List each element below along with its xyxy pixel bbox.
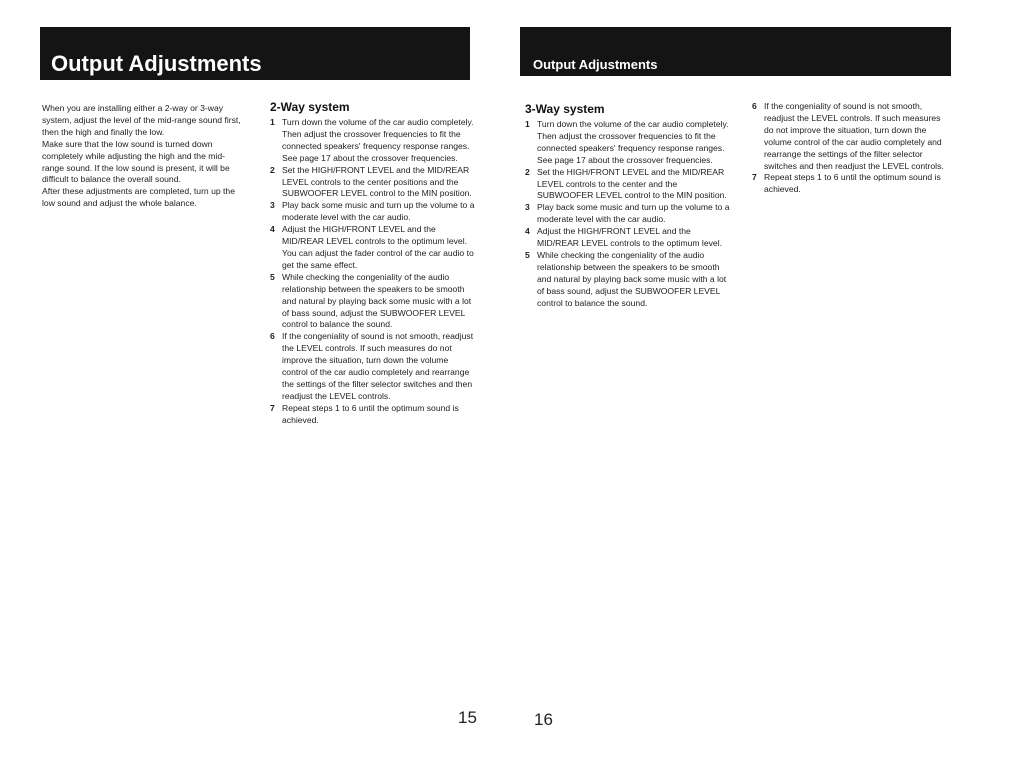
step-number: 7 (270, 402, 275, 413)
step-text: Play back some music and turn up the volume to a moderate level with the car audio. (282, 200, 475, 223)
step-item (525, 250, 730, 310)
step-text: If the congeniality of sound is not smooth, readjust the LEVEL controls. If such measures do not improve the situation, turn down the volume control of the car audio completely and rearrange the settings of the filter selector switches and then readjust the LEVEL controls. (282, 331, 474, 401)
step-text: Adjust the HIGH/FRONT LEVEL and the MID/REAR LEVEL controls to the optimum level. (537, 226, 722, 249)
step-number: 4 (270, 224, 275, 235)
step-number: 5 (270, 271, 275, 282)
step-item (270, 165, 475, 201)
step-item (270, 117, 475, 165)
step-number: 1 (525, 119, 530, 129)
step-text: Repeat steps 1 to 6 until the optimum sound is achieved. (764, 172, 941, 195)
intro-column (42, 103, 245, 210)
two-way-section (270, 101, 475, 427)
step-text: Play back some music and turn up the volume to a moderate level with the car audio. (537, 202, 730, 225)
three-way-steps-continued (752, 101, 952, 196)
right-page-header (520, 27, 951, 76)
step-number: 3 (270, 200, 275, 211)
step-item (525, 226, 730, 250)
page-number-left: 15 (458, 708, 477, 727)
intro-paragraph-1: When you are installing either a 2-way or 3-way system, adjust the level of the mid-range sound first, then the high and finally the low. (42, 103, 241, 137)
step-text: Set the HIGH/FRONT LEVEL and the MID/REAR LEVEL controls to the center positions and the SUBWOOFER LEVEL control to the MIN position. (282, 164, 472, 199)
three-way-section (525, 103, 730, 310)
step-item (270, 403, 475, 427)
step-text: While checking the congeniality of the audio relationship between the speakers to be smooth and natural by playing back some music with a lot of bass sound, adjust the SUBWOOFER LEVEL control to balance the sound. (537, 249, 727, 308)
step-number: 1 (270, 117, 275, 127)
right-page-title: Output Adjustments (533, 57, 658, 72)
step-number: 4 (525, 226, 530, 237)
step-text: Repeat steps 1 to 6 until the optimum sound is achieved. (282, 402, 459, 425)
two-way-heading: 2-Way system (270, 100, 350, 114)
step-text: Adjust the HIGH/FRONT LEVEL and the MID/REAR LEVEL controls to the optimum level. You can adjust the fader control of the car audio to get the same effect. (282, 224, 474, 270)
page-number-right: 16 (534, 710, 553, 729)
step-text: While checking the congeniality of the audio relationship between the speakers to be smooth and natural by playing back some music with a lot of bass sound, adjust the SUBWOOFER LEVEL control to balance the sound. (282, 271, 472, 330)
step-item (270, 272, 475, 332)
step-item (525, 202, 730, 226)
step-text: Set the HIGH/FRONT LEVEL and the MID/REAR LEVEL controls to the center and the SUBWOOFER LEVEL control to the MIN position. (537, 166, 727, 201)
step-item (752, 172, 952, 196)
three-way-continued (752, 101, 952, 196)
three-way-steps (525, 119, 730, 310)
step-item (525, 119, 730, 167)
step-text: Turn down the volume of the car audio completely. Then adjust the crossover frequencies to fit the connected speakers' frequency response ranges. See page 17 about the crossover frequencies. (282, 117, 474, 163)
step-number: 6 (752, 101, 757, 111)
intro-paragraph-3: After these adjustments are completed, turn up the low sound and adjust the whole balance. (42, 186, 235, 209)
two-way-steps (270, 117, 475, 427)
step-text: If the congeniality of sound is not smooth, readjust the LEVEL controls. If such measures do not improve the situation, turn down the volume control of the car audio completely and rearrange the settings of the filter selector switches and then readjust the LEVEL controls. (764, 101, 944, 171)
step-number: 3 (525, 202, 530, 213)
step-item (525, 167, 730, 203)
step-item (752, 101, 952, 172)
three-way-heading: 3-Way system (525, 102, 605, 116)
step-number: 5 (525, 249, 530, 260)
step-number: 7 (752, 172, 757, 183)
step-number: 6 (270, 331, 275, 342)
left-page-header (40, 27, 470, 80)
left-page-title: Output Adjustments (51, 51, 262, 76)
intro-paragraph-2: Make sure that the low sound is turned down completely while adjusting the high and the mid-range sound. If the low sound is present, it will be difficult to balance the overall sound. (42, 138, 230, 185)
step-text: Turn down the volume of the car audio completely. Then adjust the crossover frequencies to fit the connected speakers' frequency response ranges. See page 17 about the crossover frequencies. (537, 119, 729, 165)
step-item (270, 331, 475, 402)
step-item (270, 224, 475, 272)
step-number: 2 (525, 166, 530, 177)
step-item (270, 200, 475, 224)
step-number: 2 (270, 164, 275, 175)
